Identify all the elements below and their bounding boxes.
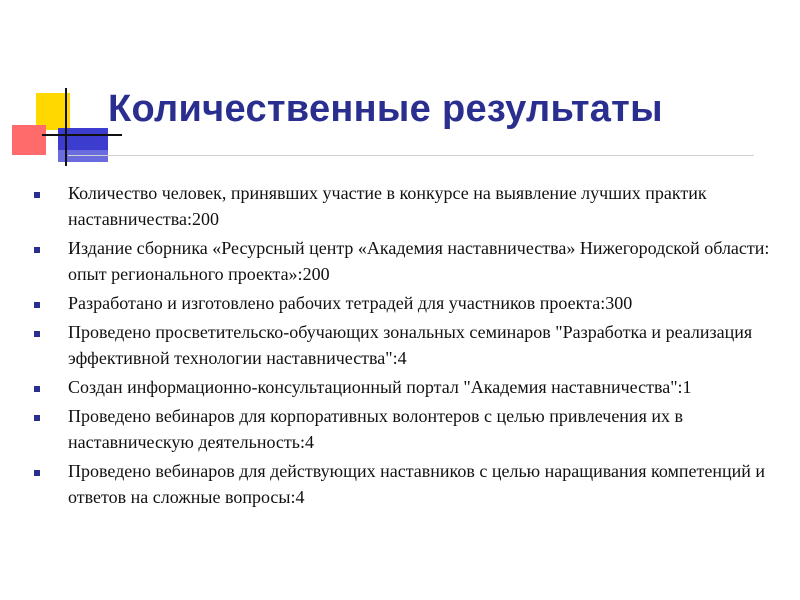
decorative-logo xyxy=(0,0,120,170)
square-bullet-icon xyxy=(34,470,40,476)
square-bullet-icon xyxy=(34,302,40,308)
list-item-text: Издание сборника «Ресурсный центр «Академия наставничества» Нижегородской области: опыт регионального проекта»:200 xyxy=(68,238,770,284)
list-item-text: Проведено вебинаров для корпоративных волонтеров с целью привлечения их в наставническую деятельность:4 xyxy=(68,406,683,452)
list-item-text: Создан информационно-консультационный портал "Академия наставничества":1 xyxy=(68,377,692,397)
square-bullet-icon xyxy=(34,415,40,421)
list-item-text: Разработано и изготовлено рабочих тетрадей для участников проекта:300 xyxy=(68,293,633,313)
horizontal-line-decoration xyxy=(42,134,122,136)
list-item-text: Проведено вебинаров для действующих наставников с целью наращивания компетенций и ответов на сложные вопросы:4 xyxy=(68,461,766,507)
square-bullet-icon xyxy=(34,247,40,253)
list-item-text: Количество человек, принявших участие в конкурсе на выявление лучших практик наставничества:200 xyxy=(68,183,707,229)
vertical-line-decoration xyxy=(65,88,67,166)
list-item xyxy=(30,458,780,510)
red-square-decoration xyxy=(12,125,46,155)
list-item xyxy=(30,319,780,371)
square-bullet-icon xyxy=(34,386,40,392)
list-item-text: Проведено просветительско-обучающих зональных семинаров "Разработка и реализация эффективной технологии наставничества":4 xyxy=(68,322,753,368)
list-item xyxy=(30,403,780,455)
square-bullet-icon xyxy=(34,192,40,198)
list-item xyxy=(30,290,780,316)
list-item xyxy=(30,374,780,400)
list-item xyxy=(30,235,780,287)
list-item xyxy=(30,180,780,232)
title-divider xyxy=(68,155,754,156)
square-bullet-icon xyxy=(34,331,40,337)
results-list xyxy=(30,180,780,513)
slide-title: Количественные результаты xyxy=(108,88,663,130)
